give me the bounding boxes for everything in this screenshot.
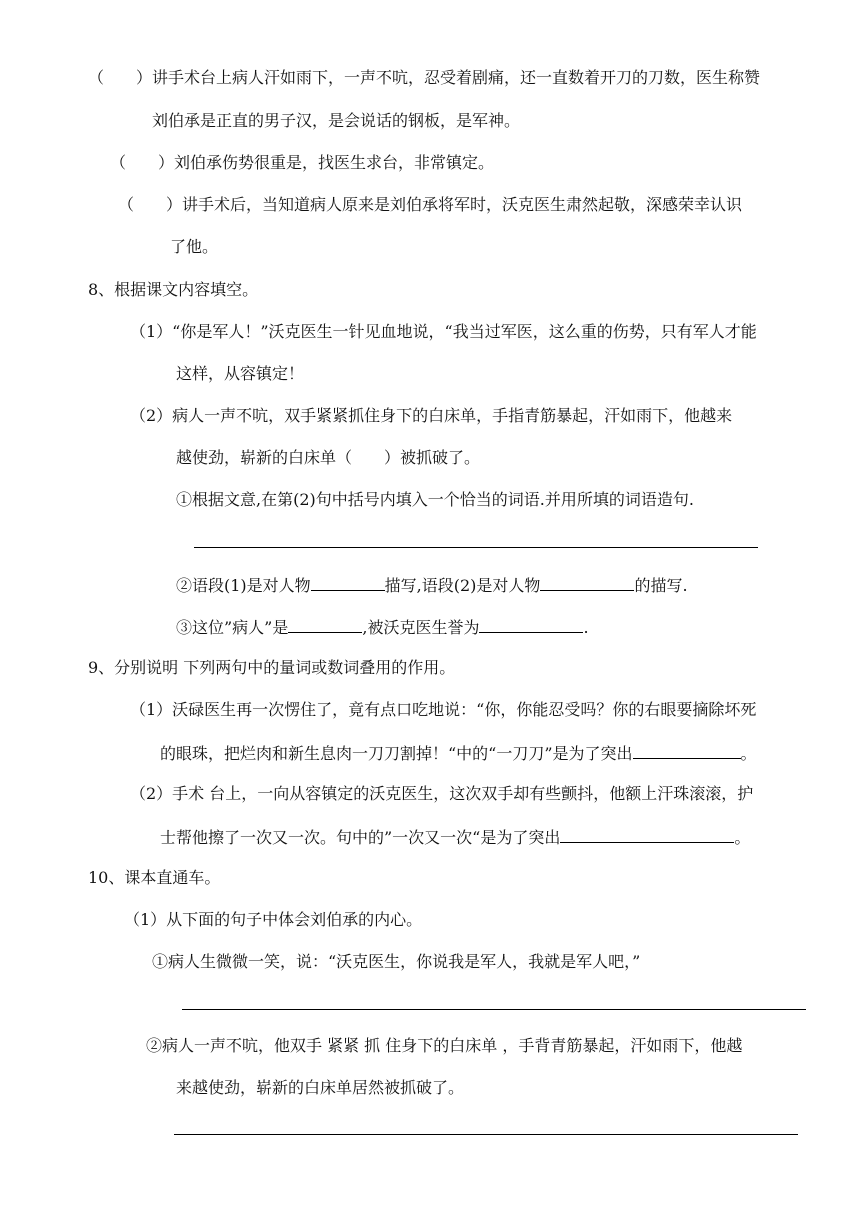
text-segment: 。	[734, 828, 751, 847]
text-line: 刘伯承是正直的男子汉，是会说话的钢板，是军神。	[152, 111, 521, 130]
text-line: （1）“你是军人！”沃克医生一针见血地说，“我当过军医，这么重的伤势，只有军人才能	[130, 322, 757, 341]
text-segment: ②语段(1)是对人物	[176, 576, 311, 595]
text-line: ①根据文意,在第(2)句中括号内填入一个恰当的词语.并用所填的词语造句.	[176, 490, 694, 509]
fill-in-line	[160, 742, 757, 764]
text-line: （ ）讲手术后，当知道病人原来是刘伯承将军时，沃克医生肃然起敬，深感荣幸认识	[118, 195, 743, 214]
text-segment: 。	[740, 744, 757, 763]
question-9-heading: 9、分别说明 下列两句中的量词或数词叠用的作用。	[88, 658, 456, 677]
text-segment: 的描写.	[634, 576, 688, 595]
text-line: （ ）刘伯承伤势很重是，找医生求台，非常镇定。	[110, 153, 495, 172]
answer-blank[interactable]	[288, 616, 362, 633]
text-segment: ③这位”病人”是	[176, 618, 289, 637]
text-line: 这样，从容镇定！	[176, 364, 305, 383]
text-line: （ ）讲手术台上病人汗如雨下，一声不吭，忍受着剧痛，还一直数着开刀的刀数，医生称赞	[88, 68, 761, 87]
answer-blank[interactable]	[633, 742, 741, 759]
question-8-heading: 8、根据课文内容填空。	[88, 280, 259, 299]
answer-blank[interactable]	[311, 574, 385, 591]
fill-in-line	[176, 574, 688, 596]
answer-blank[interactable]	[479, 616, 583, 633]
answer-blank[interactable]	[540, 574, 634, 591]
text-segment: ,被沃克医生誉为	[362, 618, 480, 637]
text-line: 来越使劲，崭新的白床单居然被抓破了。	[176, 1078, 465, 1097]
text-line: （1）从下面的句子中体会刘伯承的内心。	[124, 910, 423, 929]
text-line: （1）沃碌医生再一次愣住了，竟有点口吃地说：“你，你能忍受吗？你的右眼要摘除坏死	[130, 700, 757, 719]
text-segment: 士帮他擦了一次又一次。句中的”一次又一次“是为了突出	[160, 828, 561, 847]
answer-line[interactable]	[174, 1134, 798, 1135]
answer-line[interactable]	[182, 1009, 806, 1010]
answer-blank[interactable]	[560, 826, 734, 843]
fill-in-line	[176, 616, 589, 638]
fill-in-line	[160, 826, 750, 848]
text-segment: .	[583, 618, 589, 637]
text-segment: 描写,语段(2)是对人物	[384, 576, 541, 595]
answer-line[interactable]	[194, 547, 758, 548]
text-line: 了他。	[170, 237, 219, 256]
text-line: ①病人生微微一笑，说：“沃克医生，你说我是军人，我就是军人吧，”	[152, 952, 641, 971]
text-line: （2）手术 台上，一向从容镇定的沃克医生，这次双手却有些颤抖，他额上汗珠滚滚，护	[130, 784, 754, 803]
text-line: ②病人一声不吭，他双手 紧紧 抓 住身下的白床单 ，手背青筋暴起，汗如雨下，他越	[146, 1036, 743, 1055]
text-line: 越使劲，崭新的白床单（ ）被抓破了。	[176, 448, 481, 467]
question-10-heading: 10、课本直通车。	[88, 868, 221, 887]
text-line: （2）病人一声不吭，双手紧紧抓住身下的白床单，手指青筋暴起，汗如雨下，他越来	[130, 406, 733, 425]
text-segment: 的眼珠，把烂肉和新生息肉一刀刀割掉！“中的“一刀刀”是为了突出	[160, 744, 633, 763]
